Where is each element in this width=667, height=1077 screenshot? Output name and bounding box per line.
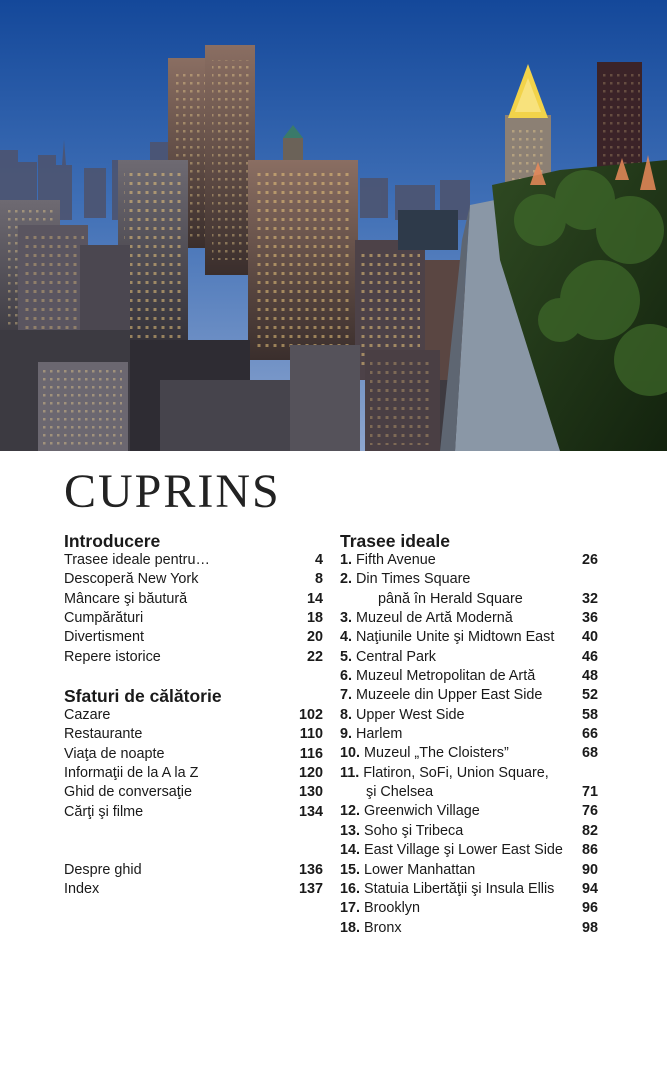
toc-entry-label: Informaţii de la A la Z: [64, 765, 199, 782]
toc-entry[interactable]: [64, 551, 323, 570]
toc-entry-label: Divertisment: [64, 629, 144, 646]
toc-entry[interactable]: [340, 822, 598, 841]
toc-entry-label: Upper West Side: [356, 706, 465, 723]
toc-entry[interactable]: [340, 899, 598, 918]
toc-entry-label: Muzeul Metropolitan de Artă: [356, 668, 536, 685]
toc-entry[interactable]: [340, 551, 598, 570]
toc-entry-page: 136: [298, 861, 323, 878]
toc-entry-page: 94: [581, 880, 598, 897]
toc-entry-label: Viaţa de noapte: [64, 745, 165, 762]
toc-entry-page: 8: [314, 571, 323, 588]
section-heading-trasee: Trasee ideale: [340, 531, 450, 551]
toc-entry-label: Mâncare şi băutură: [64, 590, 188, 607]
toc-entry-number: 9.: [340, 726, 353, 743]
toc-entry-page: 71: [581, 784, 598, 801]
spacer: [64, 667, 323, 685]
toc-entry-page: 18: [306, 610, 323, 627]
toc-entry[interactable]: [64, 706, 323, 725]
toc-entry[interactable]: [340, 648, 598, 667]
toc-entry[interactable]: [340, 725, 598, 744]
section-heading-introducere: Introducere: [64, 531, 161, 551]
toc-entry[interactable]: [64, 764, 323, 783]
toc-entry[interactable]: [340, 861, 598, 880]
toc-entry-label: Muzeul „The Cloisters”: [364, 745, 509, 762]
toc-entry-number: 16.: [340, 880, 361, 897]
toc-entry-label: Index: [64, 880, 100, 897]
toc-entry-number: 4.: [340, 629, 353, 646]
toc-entry-page: 40: [581, 629, 598, 646]
toc-entry-label: Bronx: [364, 919, 402, 936]
toc-entry-page: 68: [581, 745, 598, 762]
toc-entry-label: Cazare: [64, 707, 111, 724]
toc-entry-page: 82: [581, 822, 598, 839]
toc-entry[interactable]: [340, 628, 598, 647]
toc-entry-label: Greenwich Village: [364, 803, 480, 820]
toc-entry[interactable]: [64, 648, 323, 667]
toc-entry-label: Din Times Square: [356, 571, 471, 588]
toc-entry[interactable]: [64, 783, 323, 802]
toc-entry[interactable]: [340, 841, 598, 860]
toc-entry-label: Trasee ideale pentru…: [64, 552, 210, 568]
toc-entry-label: Statuia Libertăţii şi Insula Ellis: [364, 880, 555, 897]
toc-entry-page: 90: [581, 861, 598, 878]
toc-entry[interactable]: [340, 706, 598, 725]
section-heading-sfaturi: Sfaturi de călătorie: [64, 686, 222, 707]
toc-entry-number: 15.: [340, 861, 361, 878]
toc-entry-label: Naţiunile Unite şi Midtown East: [356, 629, 555, 646]
toc-entry-page: 52: [581, 687, 598, 704]
toc-entry[interactable]: [64, 861, 323, 880]
toc-entry-label: Despre ghid: [64, 861, 142, 878]
toc-entry-number: 13.: [340, 822, 361, 839]
toc-entry-number: 10.: [340, 745, 361, 762]
toc-entry-page: 102: [298, 707, 323, 724]
toc-entry-page: 48: [581, 668, 598, 685]
toc-entry[interactable]: [64, 880, 323, 899]
toc-entry-label: Muzeele din Upper East Side: [356, 687, 543, 704]
toc-entry-label: Soho şi Tribeca: [364, 822, 464, 839]
toc-entry-continuation[interactable]: [340, 783, 598, 802]
toc-entry[interactable]: [340, 764, 598, 783]
toc-entry-number: 17.: [340, 900, 361, 917]
toc-entry-label: Restaurante: [64, 726, 143, 743]
toc-entry-continuation[interactable]: [340, 590, 598, 609]
toc-entry-label: Cărţi şi filme: [64, 803, 144, 820]
toc-entry-label: Lower Manhattan: [364, 861, 476, 878]
toc-entry-number: 8.: [340, 706, 353, 723]
toc-left-column: [64, 530, 323, 899]
page-title: CUPRINS: [64, 465, 281, 518]
toc-entry-page: 22: [306, 648, 323, 665]
toc-entry-page: 36: [581, 610, 598, 627]
toc-entry[interactable]: [340, 667, 598, 686]
toc-entry-label: Flatiron, SoFi, Union Square,: [363, 764, 549, 781]
toc-entry-page: 20: [306, 629, 323, 646]
toc-right-column: [340, 530, 598, 938]
toc-entry-page: 32: [581, 590, 598, 607]
toc-entry-label: Cumpărături: [64, 610, 144, 627]
toc-entry-page: 58: [581, 706, 598, 723]
toc-entry-page: 110: [299, 726, 323, 743]
manhattan-skyline-photo: [0, 0, 667, 451]
toc-entry-number: 12.: [340, 803, 361, 820]
toc-entry[interactable]: [340, 686, 598, 705]
toc-entry-page: 96: [581, 900, 598, 917]
toc-entry[interactable]: [340, 570, 598, 589]
toc-entry[interactable]: [64, 803, 323, 822]
toc-entry-label: Central Park: [356, 648, 436, 665]
toc-entry-label: Muzeul de Artă Modernă: [356, 610, 513, 627]
toc-entry-page: 26: [581, 552, 598, 568]
toc-entry-page: 134: [298, 803, 323, 820]
toc-entry-label: East Village şi Lower East Side: [364, 842, 563, 859]
toc-entry[interactable]: [340, 609, 598, 628]
toc-entry[interactable]: [64, 628, 323, 647]
toc-entry-page: 4: [314, 552, 323, 568]
toc-entry-page: 46: [581, 648, 598, 665]
toc-entry[interactable]: [64, 590, 323, 609]
toc-entry[interactable]: [340, 744, 598, 763]
toc-entry-label-continuation: şi Chelsea: [366, 784, 434, 801]
toc-entry-number: 5.: [340, 648, 353, 665]
toc-entry[interactable]: [64, 570, 323, 589]
toc-entry-label: Repere istorice: [64, 648, 161, 665]
toc-entry-label: Ghid de conversaţie: [64, 784, 192, 801]
toc-entry-page: 116: [299, 745, 323, 762]
toc-entry-label: Harlem: [356, 726, 403, 743]
toc-entry-number: 1.: [340, 552, 353, 568]
toc-entry-page: 76: [581, 803, 598, 820]
toc-entry-page: 86: [581, 842, 598, 859]
toc-entry-label: Descoperă New York: [64, 571, 199, 588]
toc-entry[interactable]: [64, 725, 323, 744]
toc-entry[interactable]: [340, 880, 598, 899]
toc-entry-label: Brooklyn: [364, 900, 421, 917]
toc-entry[interactable]: [64, 609, 323, 628]
toc-entry-page: 130: [298, 784, 323, 801]
toc-entry-page: 120: [298, 765, 323, 782]
toc-entry[interactable]: [64, 745, 323, 764]
toc-entry-number: 6.: [340, 668, 353, 685]
toc-entry-number: 14.: [340, 842, 361, 859]
toc-entry-page: 66: [581, 726, 598, 743]
toc-entry[interactable]: [340, 919, 598, 938]
toc-entry-page: 137: [298, 880, 323, 897]
toc-entry-number: 11.: [340, 764, 360, 781]
toc-entry-number: 3.: [340, 610, 353, 627]
toc-entry-number: 2.: [340, 571, 353, 588]
toc-entry-page: 14: [306, 590, 323, 607]
spacer: [64, 822, 323, 861]
toc-entry[interactable]: [340, 802, 598, 821]
toc-entry-number: 18.: [340, 919, 361, 936]
toc-entry-page: 98: [581, 919, 598, 936]
toc-entry-label-continuation: până în Herald Square: [378, 590, 523, 607]
toc-entry-label: Fifth Avenue: [356, 552, 436, 568]
toc-entry-number: 7.: [340, 687, 353, 704]
